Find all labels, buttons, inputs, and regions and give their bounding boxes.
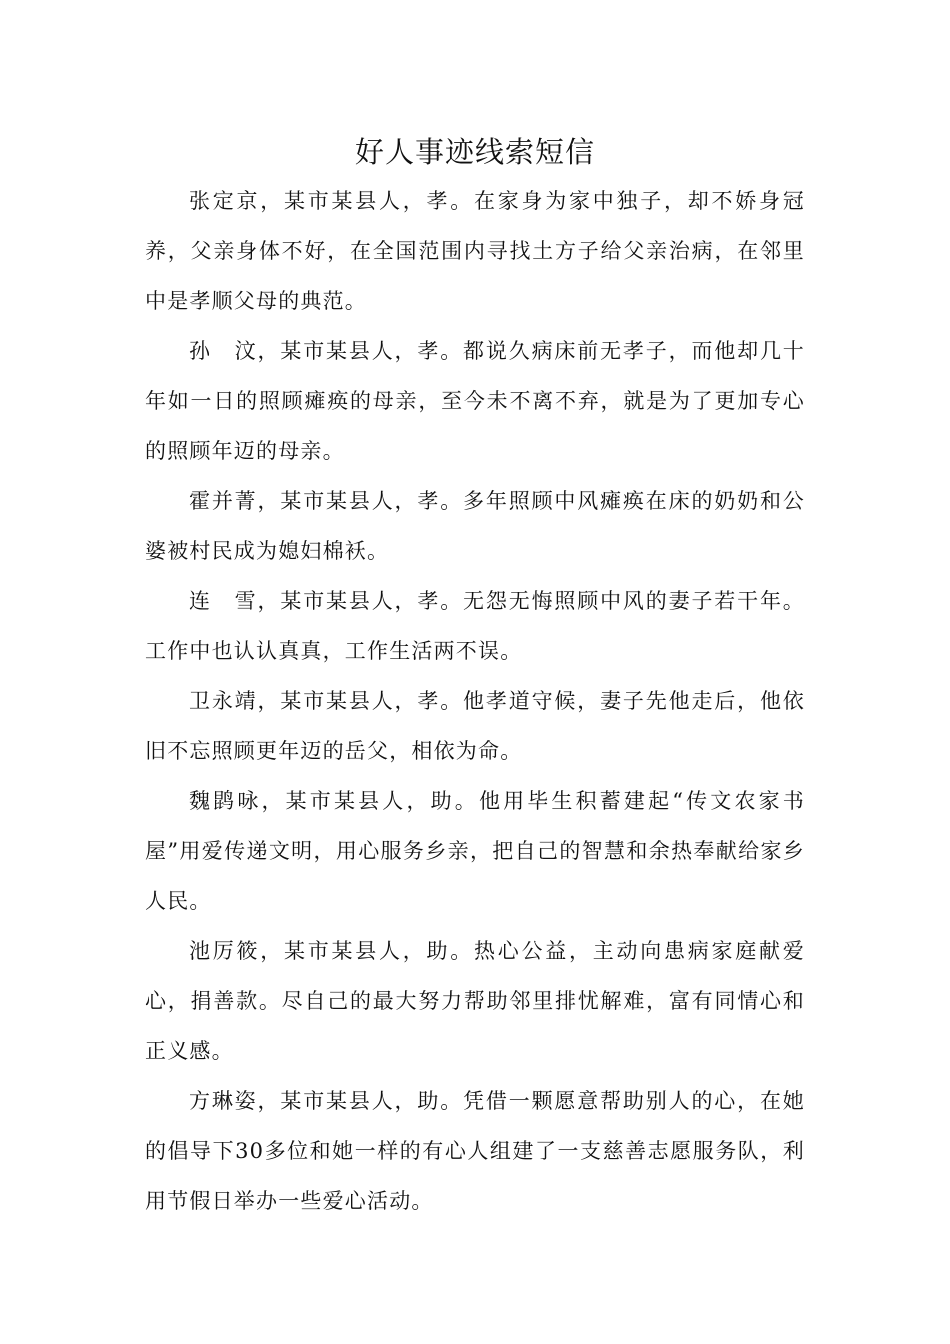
paragraph: 张定京，某市某县人，孝。在家身为家中独子，却不娇身冠养，父亲身体不好，在全国范围内寻找土方子给父亲治病，在邻里中是孝顺父母的典范。 — [145, 189, 805, 313]
document-title: 好人事迹线索短信 — [354, 135, 595, 169]
paragraph: 魏鹍咏，某市某县人，助。他用毕生积蓄建起“传文农家书屋”用爱传递文明，用心服务乡亲，把自己的智慧和余热奉献给家乡人民。 — [145, 789, 805, 913]
paragraph: 池厉筱，某市某县人，助。热心公益，主动向患病家庭献爱心，捐善款。尽自己的最大努力帮助邻里排忧解难，富有同情心和正义感。 — [145, 939, 805, 1063]
paragraph: 霍并菁，某市某县人，孝。多年照顾中风瘫痪在床的奶奶和公婆被村民成为媳妇棉袄。 — [145, 489, 805, 563]
paragraph: 连 雪，某市某县人，孝。无怨无悔照顾中风的妻子若干年。工作中也认认真真，工作生活两不误。 — [145, 589, 805, 663]
document-body — [145, 176, 805, 1226]
paragraph: 卫永靖，某市某县人，孝。他孝道守候，妻子先他走后，他依旧不忘照顾更年迈的岳父，相依为命。 — [145, 689, 805, 763]
paragraph: 方琳姿，某市某县人，助。凭借一颗愿意帮助别人的心，在她的倡导下30多位和她一样的有心人组建了一支慈善志愿服务队，利用节假日举办一些爱心活动。 — [145, 1089, 805, 1213]
paragraph: 孙 汶，某市某县人，孝。都说久病床前无孝子，而他却几十年如一日的照顾瘫痪的母亲，至今未不离不弃，就是为了更加专心的照顾年迈的母亲。 — [145, 339, 805, 463]
